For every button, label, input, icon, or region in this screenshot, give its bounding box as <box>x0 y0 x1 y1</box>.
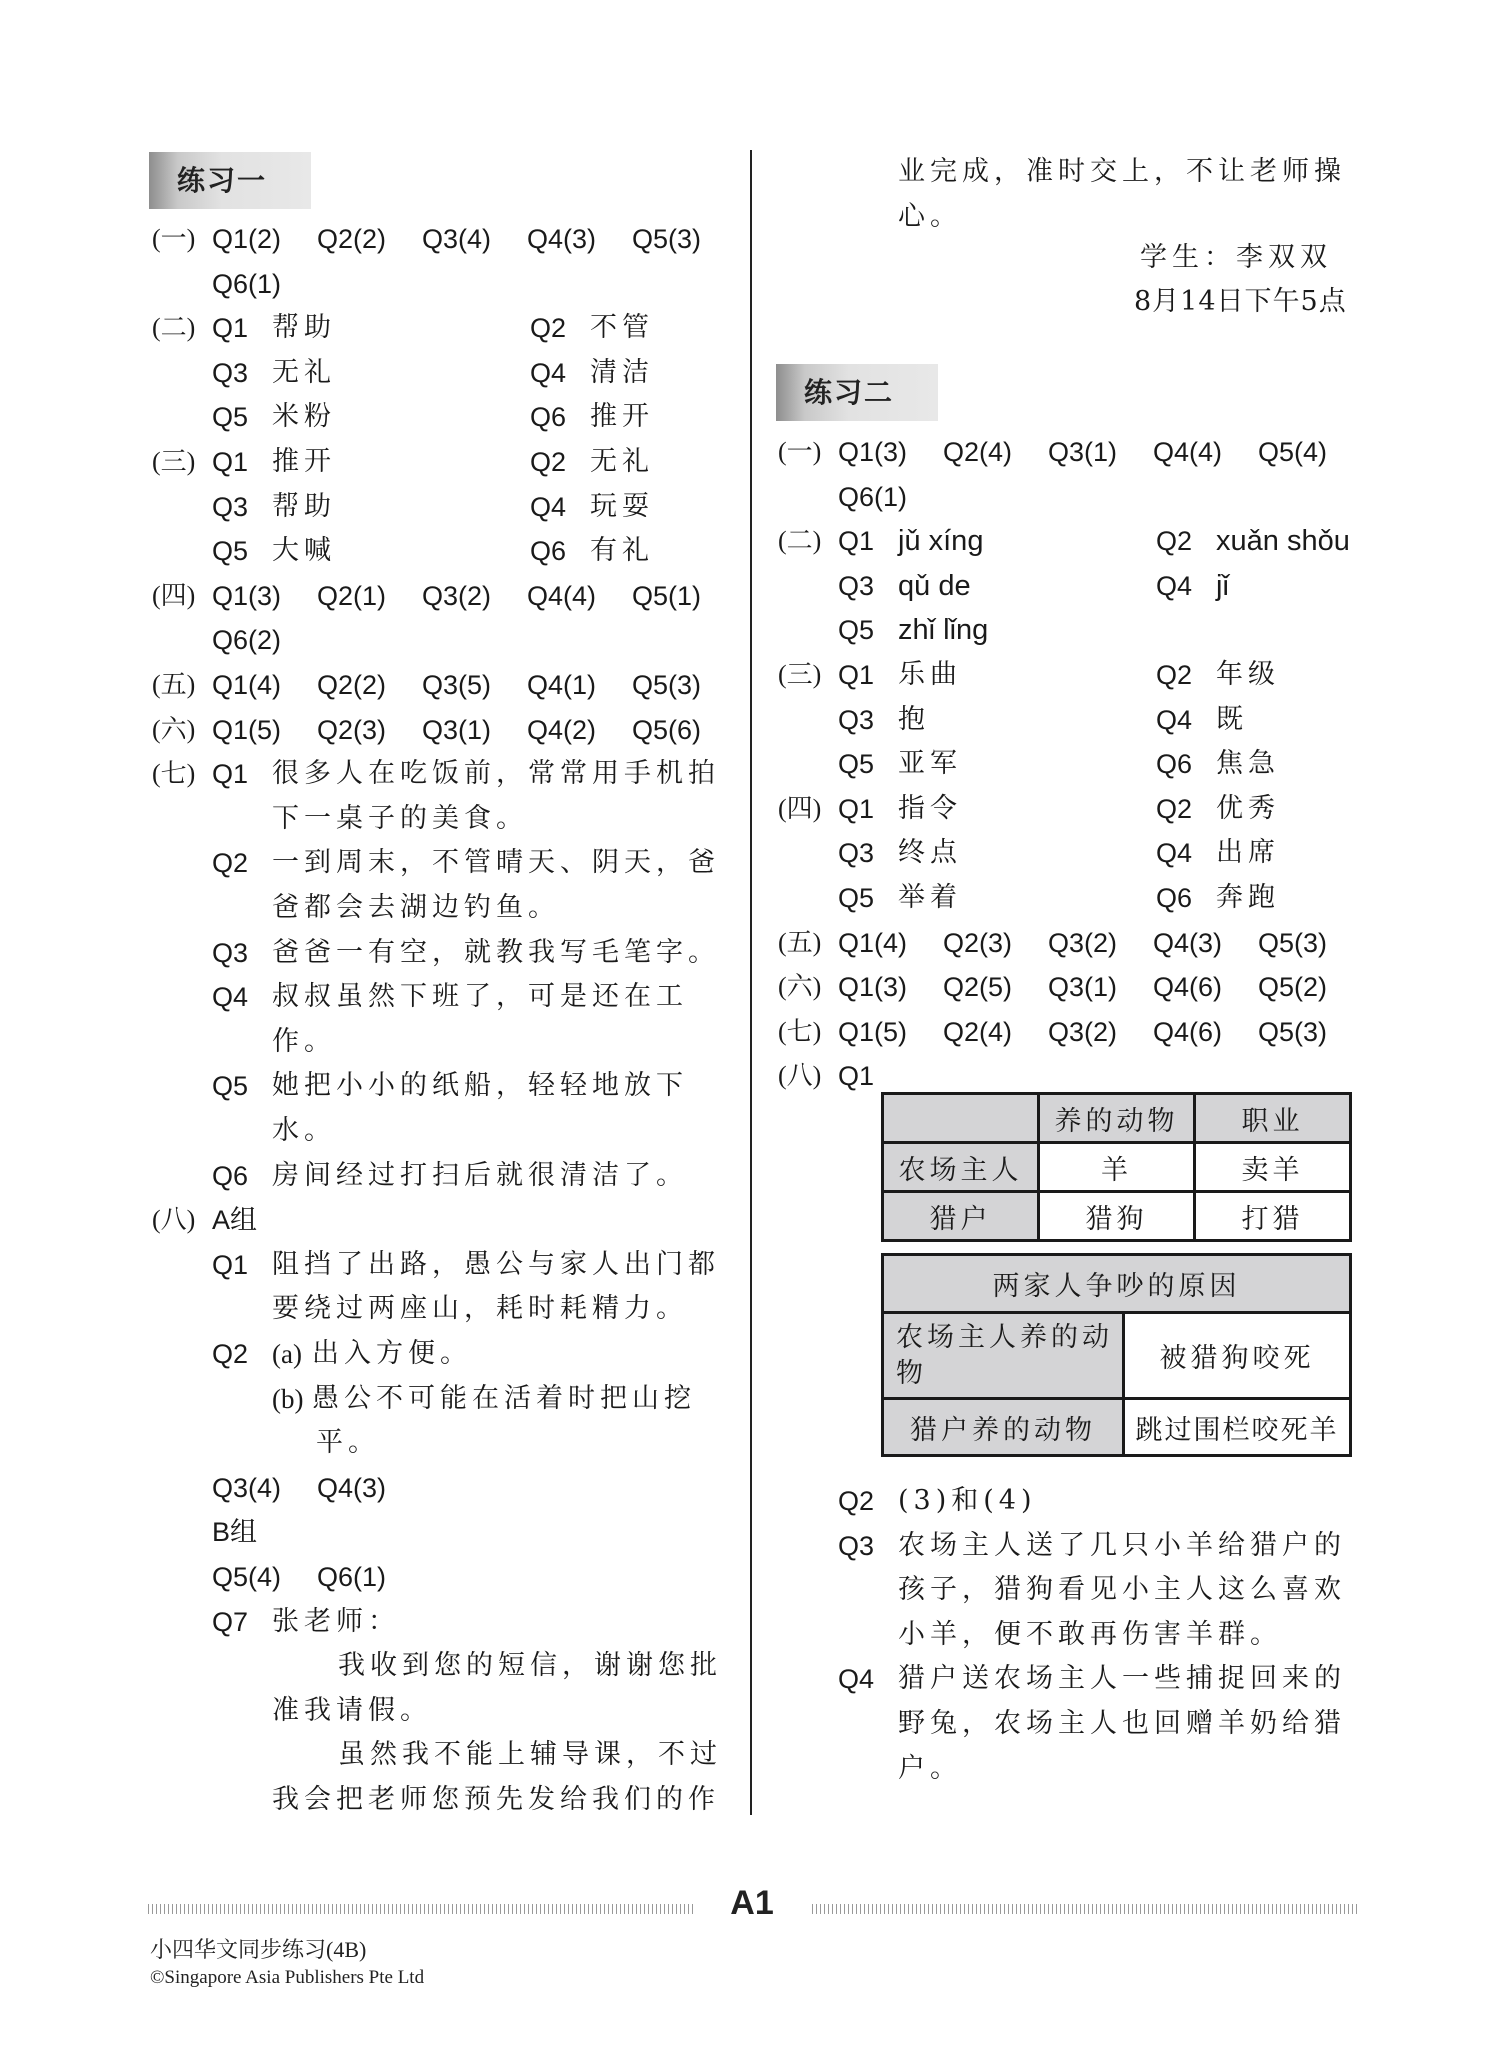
answer-line <box>152 1332 792 1376</box>
answer-text: 爸都会去湖边钓鱼。 <box>272 892 560 923</box>
question-number: Q3 <box>838 570 875 601</box>
pinyin-answer: jǐ <box>1216 569 1229 602</box>
answer-line <box>778 1479 1418 1523</box>
answer-row <box>152 574 772 618</box>
word-answer: 优秀 <box>1216 792 1280 824</box>
answer-choice: Q2(1) <box>317 580 387 611</box>
answer-row <box>152 618 772 662</box>
group-label: A组 <box>212 1205 258 1236</box>
answer-row <box>152 262 772 306</box>
answer-row <box>778 698 1398 742</box>
pinyin-answer: qǔ de <box>898 569 971 602</box>
letter-line <box>152 1733 792 1777</box>
answer-text: 小羊，便不敢再伤害羊群。 <box>898 1618 1282 1650</box>
letter-text: 虽然我不能上辅导课，不过 <box>338 1739 722 1771</box>
word-answer: 推开 <box>590 401 654 433</box>
answer-choice: Q4(2) <box>527 714 597 745</box>
answer-row <box>152 485 772 529</box>
question-number: Q3 <box>838 838 875 869</box>
answer-line <box>152 1198 552 1242</box>
question-number: Q1 <box>212 313 249 344</box>
letter-salutation: 张老师： <box>272 1605 400 1637</box>
question-number: Q4 <box>1156 838 1193 869</box>
section-label: (五) <box>778 927 822 957</box>
answer-line <box>152 1287 792 1331</box>
question-number: Q2 <box>838 1486 875 1516</box>
question-number: Q6 <box>212 1160 249 1191</box>
answer-choice: Q5(3) <box>1258 1016 1328 1047</box>
question-number: Q6 <box>530 536 567 567</box>
word-answer: 亚军 <box>898 748 962 780</box>
answer-line <box>152 1555 552 1599</box>
section-title-exercise-2: 练习二 <box>776 364 938 421</box>
answer-row <box>778 475 1398 519</box>
answer-row <box>778 608 1398 652</box>
answer-line <box>152 1243 792 1287</box>
letter-signature: 学生：李双双 <box>1140 242 1332 273</box>
word-answer: 清洁 <box>590 356 654 388</box>
answer-choice: Q2(2) <box>317 224 387 254</box>
answer-line <box>152 752 792 796</box>
word-answer: 不管 <box>590 312 654 344</box>
answer-choice: Q3(4) <box>212 1472 282 1503</box>
table-cell: 被猎狗咬死 <box>1124 1313 1351 1399</box>
question-number: Q7 <box>212 1606 249 1637</box>
animals-occupation-table <box>881 1092 1352 1242</box>
column-divider <box>750 150 752 1815</box>
word-answer: 既 <box>1216 703 1248 735</box>
question-number: Q4 <box>530 491 567 522</box>
question-number: Q3 <box>212 937 249 968</box>
pinyin-answer: xuǎn shǒu <box>1216 525 1350 558</box>
sub-label: (b) <box>272 1383 304 1414</box>
letter-text: 我收到您的短信，谢谢您批 <box>338 1650 722 1682</box>
word-answer: 指令 <box>898 792 962 824</box>
answer-choice: Q1(3) <box>838 437 908 467</box>
letter-line <box>898 195 962 239</box>
answer-row <box>778 787 1398 831</box>
answer-row <box>778 564 1398 608</box>
answer-text: 一到周末，不管晴天、阴天，爸 <box>272 847 720 879</box>
word-answer: 米粉 <box>272 401 336 433</box>
answer-row <box>778 921 1398 965</box>
question-number: Q5 <box>212 402 249 433</box>
answer-choice: Q3(1) <box>422 714 492 745</box>
word-answer: 帮助 <box>272 312 336 344</box>
question-number: Q2 <box>530 313 567 344</box>
answer-line <box>152 1377 792 1421</box>
answer-text: 爸爸一有空，就教我写毛笔字。 <box>272 936 720 968</box>
word-answer: 有礼 <box>590 535 654 567</box>
answer-choice: Q3(1) <box>1048 972 1118 1003</box>
question-number: Q2 <box>212 848 249 879</box>
word-answer: 帮助 <box>272 490 336 522</box>
answer-row <box>152 440 772 484</box>
question-number: Q6 <box>1156 883 1193 913</box>
answer-choice: Q5(3) <box>1258 927 1328 958</box>
answer-text: 很多人在吃饭前，常常用手机拍 <box>272 758 720 790</box>
answer-row <box>778 965 1398 1009</box>
question-number: Q5 <box>838 883 875 913</box>
question-number: Q4 <box>212 982 249 1013</box>
answer-choice: Q4(3) <box>527 224 597 254</box>
letter-text: 我会把老师您预先发给我们的作 <box>272 1784 720 1815</box>
answer-choice: Q4(1) <box>527 670 597 700</box>
answer-row <box>152 395 772 439</box>
answer-row <box>778 742 1398 786</box>
group-label: B组 <box>212 1517 258 1548</box>
answer-choice: Q5(1) <box>632 580 702 611</box>
word-answer: 年级 <box>1216 659 1280 690</box>
section-label: (五) <box>152 670 196 699</box>
answer-choice: Q3(5) <box>422 670 492 700</box>
answer-choice: Q5(3) <box>632 670 702 700</box>
answer-text: 野兔，农场主人也回赠羊奶给猎 <box>898 1708 1346 1739</box>
section-label: (二) <box>152 313 196 343</box>
answer-line <box>152 1154 792 1198</box>
word-answer: 焦急 <box>1216 748 1280 780</box>
table-cell: 卖羊 <box>1195 1143 1351 1192</box>
word-answer: 大喊 <box>272 535 336 567</box>
answer-choice: Q2(4) <box>943 437 1013 467</box>
question-number: Q1 <box>212 1249 249 1280</box>
word-answer: 举着 <box>898 882 962 913</box>
table-cell: 羊 <box>1039 1143 1195 1192</box>
table-title-cell: 两家人争吵的原因 <box>883 1255 1351 1313</box>
answer-row <box>152 663 772 707</box>
answer-line <box>152 1064 792 1108</box>
question-number: Q6 <box>1156 749 1193 780</box>
answer-text: 她把小小的纸船，轻轻地放下 <box>272 1070 688 1102</box>
answer-choice: Q1 <box>838 1061 875 1092</box>
word-answer: 乐曲 <box>898 659 962 690</box>
question-number: Q3 <box>212 491 249 522</box>
question-number: Q2 <box>1156 526 1193 557</box>
answer-row <box>778 1010 1398 1054</box>
question-number: Q1 <box>838 526 875 557</box>
answer-text: 房间经过打扫后就很清洁了。 <box>272 1159 688 1191</box>
section-label: (三) <box>778 660 822 689</box>
pinyin-answer: zhǐ lǐng <box>898 614 989 647</box>
answer-choice: Q4(3) <box>1153 927 1223 958</box>
answer-choice: Q6(2) <box>212 625 282 656</box>
table-cell: 猎狗 <box>1039 1192 1195 1241</box>
letter-text: 业完成，准时交上，不让老师操 <box>898 156 1346 187</box>
answer-choice: Q5(4) <box>212 1562 282 1592</box>
table-header-cell: 职业 <box>1195 1094 1351 1143</box>
question-number: Q1 <box>838 660 875 690</box>
answer-row <box>778 653 1398 697</box>
answer-text: 出入方便。 <box>312 1338 472 1369</box>
question-number: Q2 <box>1156 793 1193 824</box>
answer-choice: Q1(4) <box>212 670 282 700</box>
question-number: Q3 <box>838 1530 875 1561</box>
question-number: Q3 <box>838 704 875 735</box>
answer-choice: Q1(5) <box>212 714 282 745</box>
answer-choice: Q5(4) <box>1258 437 1328 467</box>
question-number: Q2 <box>212 1339 249 1369</box>
question-number: Q2 <box>1156 660 1193 690</box>
section-label: (八) <box>152 1205 196 1235</box>
footer-rule-right <box>812 1904 1357 1914</box>
letter-line <box>152 1778 792 1822</box>
question-number: Q1 <box>212 759 249 790</box>
table-header-cell: 养的动物 <box>1039 1094 1195 1143</box>
answer-choice: Q2(4) <box>943 1016 1013 1047</box>
pinyin-answer: jǔ xíng <box>898 525 984 558</box>
page-number: A1 <box>730 1884 774 1922</box>
answer-line <box>778 1657 1418 1701</box>
answer-line <box>152 886 792 930</box>
answer-line <box>778 1613 1418 1657</box>
answer-choice: Q5(2) <box>1258 972 1328 1003</box>
answer-row <box>778 831 1398 875</box>
answer-choice: Q4(6) <box>1153 972 1223 1003</box>
answer-row <box>152 708 772 752</box>
answer-choice: Q2(3) <box>317 714 387 745</box>
answer-choice: Q6(1) <box>838 481 908 512</box>
answer-line <box>152 797 792 841</box>
letter-line <box>152 1689 792 1733</box>
section-label: (六) <box>152 714 196 744</box>
table-row-header: 猎户 <box>883 1192 1039 1241</box>
answer-choice: Q5(6) <box>632 714 702 745</box>
answer-text: 愚公不可能在活着时把山挖 <box>312 1382 696 1414</box>
question-number: Q4 <box>1156 570 1193 601</box>
answer-row <box>778 430 1398 474</box>
answer-row <box>152 306 772 350</box>
answer-choice: Q2(2) <box>317 670 387 700</box>
answer-choice: Q4(6) <box>1153 1016 1223 1047</box>
answer-text: 猎户送农场主人一些捕捉回来的 <box>898 1663 1346 1695</box>
question-number: Q4 <box>838 1664 875 1695</box>
answer-line <box>778 1568 1418 1612</box>
answer-choice: Q1(3) <box>212 580 282 611</box>
answer-text: (3)和(4) <box>898 1485 1037 1516</box>
answer-line <box>778 1747 1418 1791</box>
question-number: Q1 <box>838 793 875 824</box>
table-cell: 打猎 <box>1195 1192 1351 1241</box>
answer-row <box>152 217 772 261</box>
answer-choice: Q2(5) <box>943 972 1013 1003</box>
answer-choice: Q5(3) <box>632 224 702 254</box>
question-number: Q5 <box>212 536 249 567</box>
section-label: (八) <box>778 1061 822 1091</box>
letter-line <box>898 150 1346 194</box>
word-answer: 推开 <box>272 446 336 477</box>
word-answer: 无礼 <box>590 446 654 477</box>
question-number: Q3 <box>212 357 249 388</box>
answer-line <box>778 1702 1418 1746</box>
answer-choice: Q2(3) <box>943 927 1013 958</box>
answer-line <box>152 931 792 975</box>
section-label: (四) <box>778 793 822 823</box>
word-answer: 出席 <box>1216 837 1280 869</box>
answer-text: 叔叔虽然下班了，可是还在工 <box>272 981 688 1013</box>
word-answer: 玩耍 <box>590 490 654 522</box>
answer-line <box>152 1109 792 1153</box>
section-label: (七) <box>152 759 196 789</box>
answer-line <box>152 841 792 885</box>
question-number: Q4 <box>1156 704 1193 735</box>
word-answer: 抱 <box>898 703 930 735</box>
letter-text: 心。 <box>898 200 962 232</box>
question-number: Q2 <box>530 447 567 477</box>
answer-text: 孩子，猎狗看见小主人这么喜欢 <box>898 1574 1346 1606</box>
answer-line <box>778 1524 1418 1568</box>
question-number: Q6 <box>530 402 567 433</box>
question-number: Q1 <box>212 447 249 477</box>
section-label: (一) <box>152 224 196 253</box>
answer-choice: Q3(1) <box>1048 437 1118 467</box>
answer-choice: Q1(5) <box>838 1016 908 1047</box>
section-label: (四) <box>152 580 196 610</box>
conflict-reason-table <box>881 1253 1352 1457</box>
section-label: (七) <box>778 1016 822 1046</box>
answer-choice: Q1(4) <box>838 927 908 958</box>
answer-choice: Q3(4) <box>422 224 492 254</box>
answer-choice: Q4(3) <box>317 1472 387 1503</box>
answer-choice: Q3(2) <box>1048 1016 1118 1047</box>
answer-choice: Q1(3) <box>838 972 908 1003</box>
sub-label: (a) <box>272 1339 302 1369</box>
section-label: (一) <box>778 437 822 466</box>
answer-choice: Q3(2) <box>422 580 492 611</box>
answer-row <box>778 876 1398 920</box>
answer-line <box>152 1020 792 1064</box>
letter-line <box>152 1644 792 1688</box>
answer-line <box>152 1466 552 1510</box>
question-number: Q5 <box>838 749 875 780</box>
footer-rule-left <box>148 1904 693 1914</box>
answer-text: 水。 <box>272 1115 336 1146</box>
answer-line <box>152 1600 552 1644</box>
section-label: (三) <box>152 447 196 476</box>
section-label: (六) <box>778 972 822 1002</box>
answer-choice: Q6(1) <box>212 268 282 299</box>
letter-text: 准我请假。 <box>272 1694 432 1726</box>
answer-text: 户。 <box>898 1752 962 1784</box>
copyright: ©Singapore Asia Publishers Pte Ltd <box>150 1967 425 1988</box>
answer-choice: Q1(2) <box>212 224 282 254</box>
question-number: Q5 <box>838 615 875 646</box>
answer-choice: Q3(2) <box>1048 927 1118 958</box>
answer-text: 作。 <box>272 1025 336 1057</box>
word-answer: 无礼 <box>272 356 336 388</box>
word-answer: 奔跑 <box>1216 882 1280 913</box>
question-number: Q5 <box>212 1071 249 1102</box>
word-answer: 终点 <box>898 837 962 869</box>
letter-date: 8月14日下午5点 <box>1134 286 1347 317</box>
answer-row <box>152 351 772 395</box>
table-cell: 跳过围栏咬死羊 <box>1124 1399 1351 1456</box>
answer-text: 平。 <box>316 1427 380 1459</box>
answer-text: 阻挡了出路，愚公与家人出门都 <box>272 1248 720 1280</box>
answer-text: 要绕过两座山，耗时耗精力。 <box>272 1293 688 1325</box>
answer-choice: Q4(4) <box>1153 437 1223 467</box>
table-row-header: 农场主人 <box>883 1143 1039 1192</box>
answer-choice: Q6(1) <box>317 1562 387 1592</box>
question-number: Q4 <box>530 357 567 388</box>
answer-text: 农场主人送了几只小羊给猎户的 <box>898 1529 1346 1561</box>
answer-text: 下一桌子的美食。 <box>272 802 528 834</box>
answer-row <box>152 529 772 573</box>
answer-row <box>778 519 1398 563</box>
table-row-header: 农场主人养的动物 <box>883 1313 1124 1399</box>
book-title: 小四华文同步练习(4B) <box>150 1937 367 1962</box>
section-title-exercise-1: 练习一 <box>149 152 311 209</box>
answer-line <box>152 975 792 1019</box>
table-header-cell <box>883 1094 1039 1143</box>
table-row-header: 猎户养的动物 <box>883 1399 1124 1456</box>
answer-choice: Q4(4) <box>527 580 597 611</box>
section-label: (二) <box>778 526 822 556</box>
